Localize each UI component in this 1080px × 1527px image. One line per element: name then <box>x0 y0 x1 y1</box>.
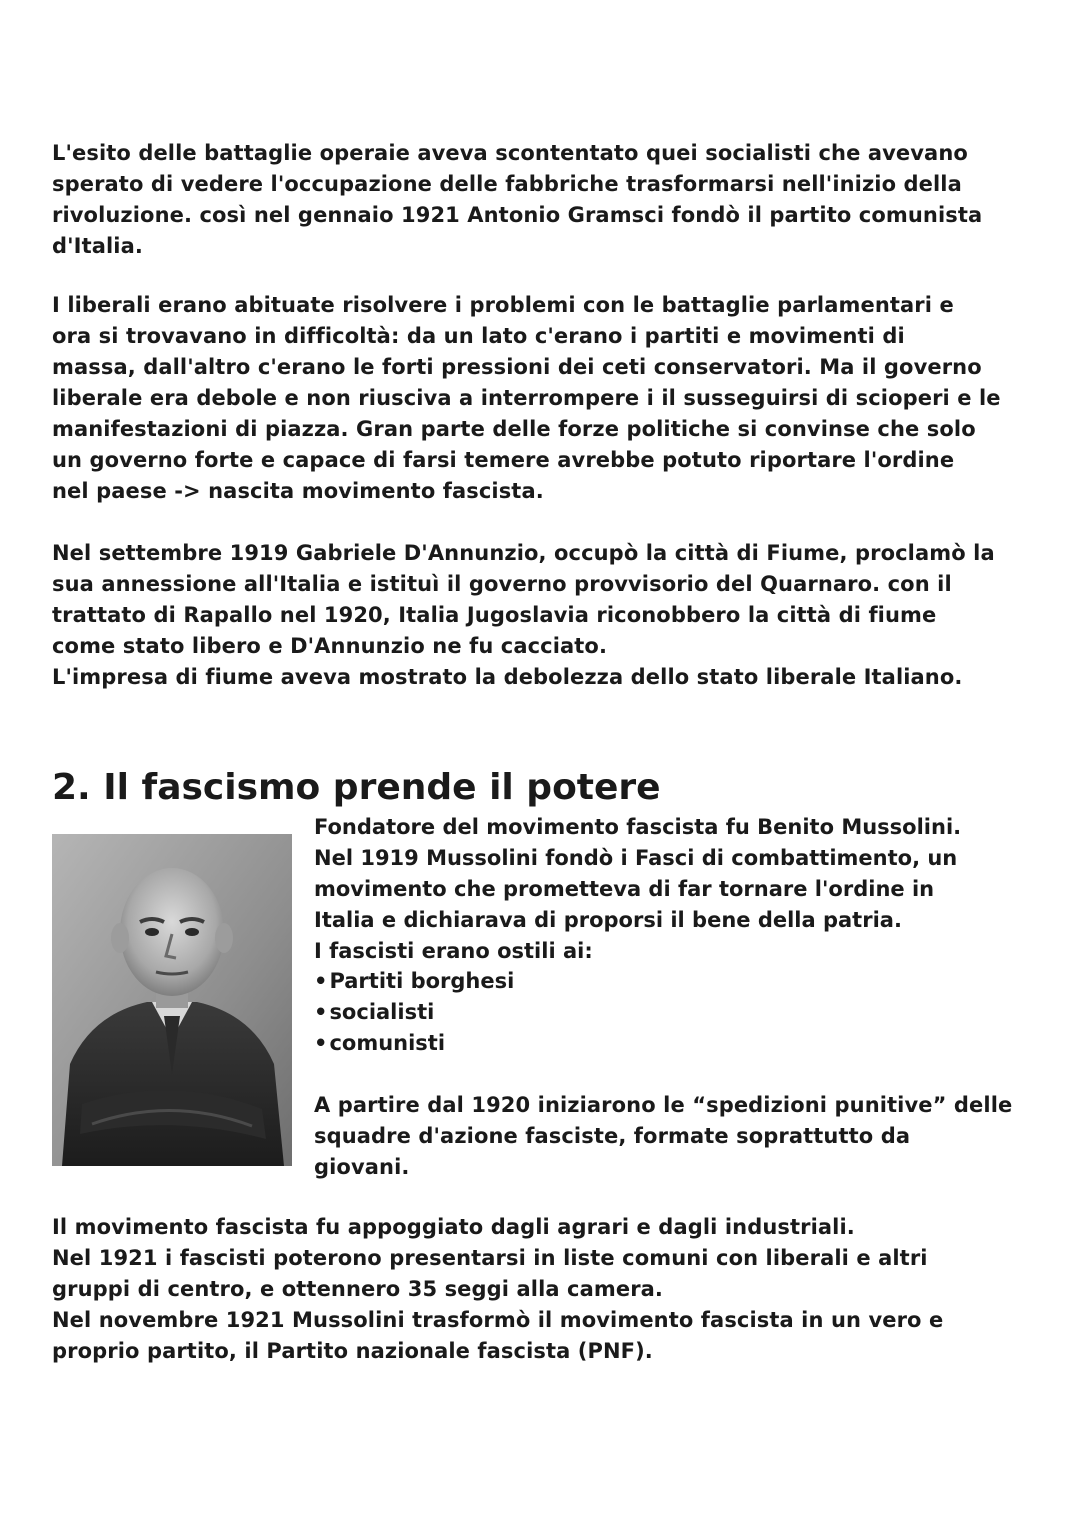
text-line: L'esito delle battaglie operaie aveva scontentato quei socialisti che avevano <box>52 141 968 165</box>
text-line: Il movimento fascista fu appoggiato dagli agrari e dagli industriali. <box>52 1215 855 1239</box>
text-line: L'impresa di fiume aveva mostrato la debolezza dello stato liberale Italiano. <box>52 665 963 689</box>
text-line: Nel settembre 1919 Gabriele D'Annunzio, occupò la città di Fiume, proclamò la <box>52 541 995 565</box>
text-line: I fascisti erano ostili ai: <box>314 939 593 963</box>
paragraph-gramsci <box>52 138 1042 262</box>
text-line: trattato di Rapallo nel 1920, Italia Jugoslavia riconobbero la città di fiume <box>52 603 937 627</box>
hostile-list <box>314 966 514 1059</box>
text-line: sua annessione all'Italia e istituì il governo provvisorio del Quarnaro. con il <box>52 572 952 596</box>
intro-mussolini <box>314 812 1054 967</box>
text-line: un governo forte e capace di farsi temere avrebbe potuto riportare l'ordine <box>52 448 955 472</box>
text-line: ora si trovavano in difficoltà: da un lato c'erano i partiti e movimenti di <box>52 324 905 348</box>
text-line: A partire dal 1920 iniziarono le “spedizioni punitive” delle <box>314 1093 1013 1117</box>
text-line: liberale era debole e non riusciva a interrompere i il susseguirsi di scioperi e le <box>52 386 1001 410</box>
portrait-photo <box>52 834 292 1166</box>
text-line: Italia e dichiarava di proporsi il bene della patria. <box>314 908 902 932</box>
paragraph-fiume <box>52 538 1042 693</box>
text-line: massa, dall'altro c'erano le forti pressioni dei ceti conservatori. Ma il governo <box>52 355 982 379</box>
list-item: • Partiti borghesi <box>314 966 514 997</box>
paragraph-liberali <box>52 290 1042 507</box>
text-line: rivoluzione. così nel gennaio 1921 Antonio Gramsci fondò il partito comunista <box>52 203 983 227</box>
text-line: manifestazioni di piazza. Gran parte delle forze politiche si convinse che solo <box>52 417 976 441</box>
text-line: nel paese -> nascita movimento fascista. <box>52 479 544 503</box>
text-line: I liberali erano abituate risolvere i problemi con le battaglie parlamentari e <box>52 293 954 317</box>
text-line: Nel novembre 1921 Mussolini trasformò il movimento fascista in un vero e <box>52 1308 944 1332</box>
text-line: come stato libero e D'Annunzio ne fu cacciato. <box>52 634 608 658</box>
text-line: gruppi di centro, e ottennero 35 seggi alla camera. <box>52 1277 663 1301</box>
text-line: Fondatore del movimento fascista fu Benito Mussolini. <box>314 815 962 839</box>
text-line: proprio partito, il Partito nazionale fascista (PNF). <box>52 1339 653 1363</box>
text-line: giovani. <box>314 1155 410 1179</box>
section-title: 2. Il fascismo prende il potere <box>52 767 661 808</box>
list-item: • socialisti <box>314 997 514 1028</box>
text-line: d'Italia. <box>52 234 143 258</box>
text-line: movimento che prometteva di far tornare l'ordine in <box>314 877 935 901</box>
paragraph-spedizioni <box>314 1090 1054 1183</box>
list-item: • comunisti <box>314 1028 514 1059</box>
text-line: Nel 1921 i fascisti poterono presentarsi in liste comuni con liberali e altri <box>52 1246 928 1270</box>
portrait-image <box>52 834 292 1166</box>
text-line: sperato di vedere l'occupazione delle fabbriche trasformarsi nell'inizio della <box>52 172 962 196</box>
text-line: squadre d'azione fasciste, formate soprattutto da <box>314 1124 911 1148</box>
text-line: Nel 1919 Mussolini fondò i Fasci di combattimento, un <box>314 846 958 870</box>
paragraph-pnf <box>52 1212 1042 1367</box>
